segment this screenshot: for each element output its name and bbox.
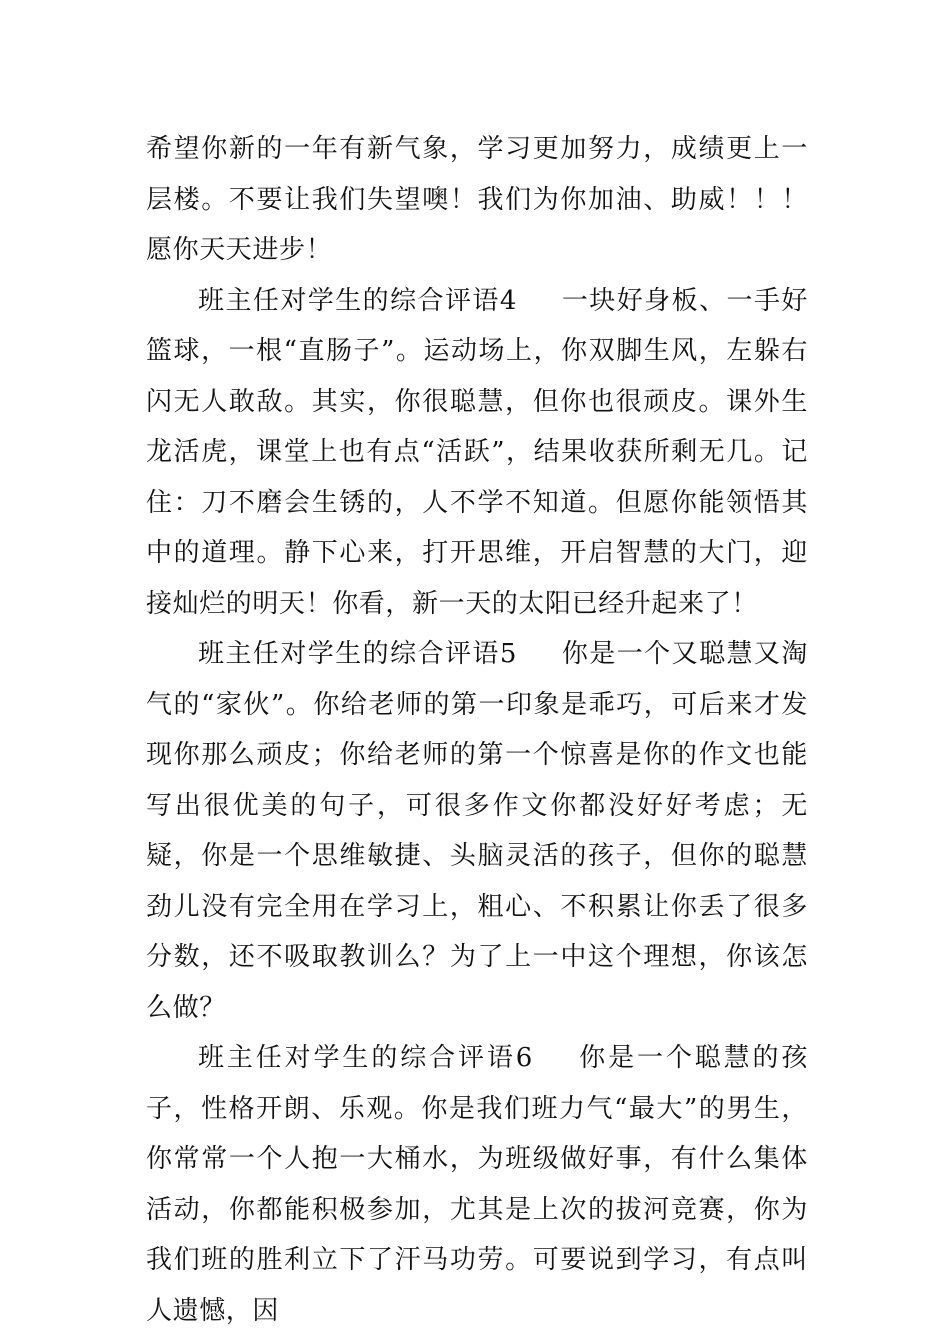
paragraph-text: 希望你新的一年有新气象，学习更加努力，成绩更上一层楼。不要让我们失望噢！我们为你加油、助威！！！愿你天天进步！ — [146, 134, 808, 265]
document-body — [146, 124, 808, 1336]
paragraph-text: 一块好身板、一手好篮球，一根“直肠子”。运动场上，你双脚生风，左躲右闪无人敢敌。其实，你很聪慧，但你也很顽皮。课外生龙活虎，课堂上也有点“活跃”，结果收获所剩无几。记住：刀不磨会生锈的，人不学不知道。但愿你能领悟其中的道理。静下心来，打开思维，开启智慧的大门，迎接灿烂的明天！你看，新一天的太阳已经升起来了！ — [146, 285, 808, 619]
paragraph-text: 你是一个又聪慧又淘气的“家伙”。你给老师的第一印象是乖巧，可后来才发现你那么顽皮；你给老师的第一个惊喜是你的作文也能写出很优美的句子，可很多作文你都没好好考虑；无疑，你是一个思维敏捷、头脑灵活的孩子，但你的聪慧劲儿没有完全用在学习上，粗心、不积累让你丢了很多分数，还不吸取教训么？为了上一中这个理想，你该怎么做？ — [146, 639, 808, 1023]
paragraph-comment-5 — [146, 629, 808, 1033]
paragraph-comment-4 — [146, 276, 808, 630]
comment-heading-6: 班主任对学生的综合评语6 — [198, 1043, 533, 1073]
comment-heading-5: 班主任对学生的综合评语5 — [198, 639, 518, 669]
paragraph-text: 你是一个聪慧的孩子，性格开朗、乐观。你是我们班力气“最大”的男生，你常常一个人抱一大桶水，为班级做好事，有什么集体活动，你都能积极参加，尤其是上次的拔河竞赛，你为我们班的胜利立下了汗马功劳。可要说到学习，有点叫人遗憾，因 — [146, 1043, 808, 1326]
comment-heading-4: 班主任对学生的综合评语4 — [198, 285, 518, 316]
paragraph-comment-6 — [146, 1033, 808, 1336]
paragraph-continuation — [146, 124, 808, 276]
